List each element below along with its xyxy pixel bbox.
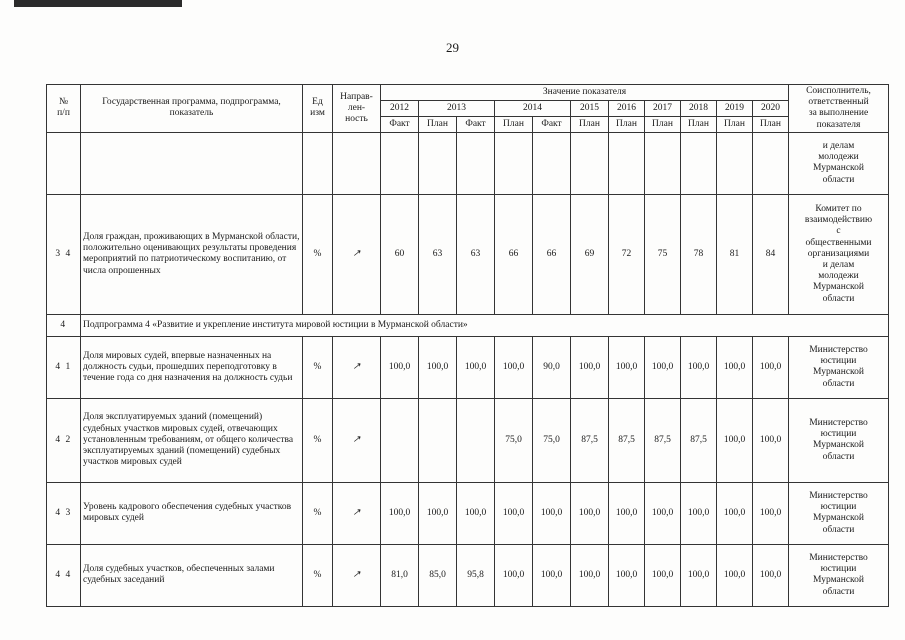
- responsible-line: области: [822, 174, 855, 185]
- responsible-line: области: [822, 451, 855, 462]
- row-responsible: [789, 336, 889, 398]
- row-num: 4 1: [47, 336, 81, 398]
- responsible-line: Мурманской: [813, 367, 864, 378]
- responsible-line: Мурманской: [813, 163, 864, 174]
- header-direction-line3: ность: [345, 114, 368, 124]
- header-num: [47, 85, 81, 133]
- row-value-10: [753, 132, 789, 194]
- row-value-8: 87,5: [681, 398, 717, 482]
- row-num: 4 3: [47, 482, 81, 544]
- header-year-2016: 2016: [609, 100, 645, 116]
- header-sub-2: Факт: [457, 116, 495, 132]
- responsible-line: общественными: [805, 237, 872, 248]
- row-value-0: 60: [381, 194, 419, 314]
- responsible-line: Министерство: [809, 490, 868, 501]
- header-year-2018: 2018: [681, 100, 717, 116]
- row-value-0: 81,0: [381, 544, 419, 606]
- row-value-0: [381, 132, 419, 194]
- responsible-line: Мурманской: [813, 513, 864, 524]
- responsible-line: молодежи: [818, 152, 859, 163]
- table-row: [47, 544, 889, 606]
- row-value-6: 100,0: [609, 336, 645, 398]
- responsible-line: молодежи: [818, 271, 859, 282]
- row-value-10: 100,0: [753, 336, 789, 398]
- row-value-5: 100,0: [571, 482, 609, 544]
- row-value-1: 100,0: [419, 482, 457, 544]
- header-responsible-line2: ответственный: [808, 97, 869, 108]
- header-responsible: [789, 85, 889, 133]
- row-value-7: 100,0: [645, 482, 681, 544]
- row-value-6: 100,0: [609, 544, 645, 606]
- row-description: Доля судебных участков, обеспеченных залами судебных заседаний: [81, 544, 303, 606]
- row-direction: ↗: [333, 398, 381, 482]
- header-unit-line1: Ед: [312, 97, 323, 108]
- header-program: [81, 85, 303, 133]
- table-row: [47, 194, 889, 314]
- responsible-line: области: [822, 378, 855, 389]
- header-sub-8: План: [681, 116, 717, 132]
- responsible-line: области: [822, 293, 855, 304]
- row-value-7: 100,0: [645, 544, 681, 606]
- header-year-2013: 2013: [419, 100, 495, 116]
- row-num: 4 4: [47, 544, 81, 606]
- responsible-line: Министерство: [809, 417, 868, 428]
- row-value-1: 85,0: [419, 544, 457, 606]
- row-description: [81, 132, 303, 194]
- row-value-6: 87,5: [609, 398, 645, 482]
- header-direction-line2: лен-: [347, 102, 366, 113]
- header-sub-5: План: [571, 116, 609, 132]
- header-value-group: Значение показателя: [381, 85, 789, 101]
- row-value-1: 100,0: [419, 336, 457, 398]
- responsible-line: организациями: [807, 248, 870, 259]
- row-unit: %: [303, 336, 333, 398]
- row-num: [47, 132, 81, 194]
- table-row: [47, 336, 889, 398]
- row-value-2: 100,0: [457, 336, 495, 398]
- row-value-8: 100,0: [681, 544, 717, 606]
- header-direction: [333, 85, 381, 133]
- responsible-line: Министерство: [809, 344, 868, 355]
- responsible-line: взаимодействию: [804, 215, 873, 226]
- header-year-2017: 2017: [645, 100, 681, 116]
- row-value-2: [457, 398, 495, 482]
- row-value-8: 100,0: [681, 336, 717, 398]
- page-number: 29: [446, 40, 459, 55]
- row-value-2: 95,8: [457, 544, 495, 606]
- row-description: Уровень кадрового обеспечения судебных участков мировых судей: [81, 482, 303, 544]
- scan-artifact: [14, 0, 182, 7]
- row-value-10: 100,0: [753, 398, 789, 482]
- responsible-line: с: [836, 226, 841, 237]
- responsible-line: юстиции: [820, 502, 857, 513]
- row-value-10: 100,0: [753, 482, 789, 544]
- header-unit-line2: изм: [310, 108, 325, 119]
- row-responsible: [789, 132, 889, 194]
- row-value-2: [457, 132, 495, 194]
- row-value-3: [495, 132, 533, 194]
- table-row: [47, 482, 889, 544]
- row-value-9: 81: [717, 194, 753, 314]
- row-responsible: [789, 194, 889, 314]
- row-description: Доля мировых судей, впервые назначенных на должность судьи, прошедших переподготовку в течение года со дня назначения на должность судьи: [81, 336, 303, 398]
- table-row: [47, 132, 889, 194]
- row-value-7: 87,5: [645, 398, 681, 482]
- row-unit: %: [303, 194, 333, 314]
- row-description: Доля эксплуатируемых зданий (помещений) судебных участков мировых судей, отвечающих установленным требованиям, от общего количества эксплуатируемых зданий (помещений) судебных участков мировых судей: [81, 398, 303, 482]
- row-value-5: 100,0: [571, 336, 609, 398]
- responsible-line: Министерство: [809, 552, 868, 563]
- row-value-7: 100,0: [645, 336, 681, 398]
- row-value-4: 75,0: [533, 398, 571, 482]
- row-unit: %: [303, 482, 333, 544]
- header-responsible-line3: за выполнение: [808, 108, 869, 119]
- responsible-line: и делам: [822, 140, 855, 151]
- header-sub-0: Факт: [381, 116, 419, 132]
- row-unit: [303, 132, 333, 194]
- row-unit: %: [303, 544, 333, 606]
- row-value-9: 100,0: [717, 398, 753, 482]
- table-row: [47, 398, 889, 482]
- row-value-9: 100,0: [717, 544, 753, 606]
- row-responsible: [789, 544, 889, 606]
- row-responsible: [789, 398, 889, 482]
- row-value-5: 87,5: [571, 398, 609, 482]
- row-value-6: [609, 132, 645, 194]
- row-description: Доля граждан, проживающих в Мурманской области, положительно оценивающих результаты проведения мероприятий по патриотическому воспитанию, от числа опрошенных: [81, 194, 303, 314]
- responsible-line: Комитет по: [815, 203, 862, 214]
- header-sub-6: План: [609, 116, 645, 132]
- row-value-3: 100,0: [495, 482, 533, 544]
- row-value-5: 69: [571, 194, 609, 314]
- row-value-8: 100,0: [681, 482, 717, 544]
- responsible-line: и делам: [822, 259, 855, 270]
- header-program-line2: показатель: [169, 108, 214, 119]
- subprogram-title: Подпрограмма 4 «Развитие и укрепление института мировой юстиции в Мурманской области»: [81, 314, 889, 336]
- responsible-line: юстиции: [820, 429, 857, 440]
- row-value-8: 78: [681, 194, 717, 314]
- row-value-4: [533, 132, 571, 194]
- row-value-4: 100,0: [533, 482, 571, 544]
- responsible-line: Мурманской: [813, 282, 864, 293]
- row-value-8: [681, 132, 717, 194]
- header-responsible-line1: Соисполнитель,: [806, 86, 871, 96]
- row-unit: %: [303, 398, 333, 482]
- table-row-subprogram: [47, 314, 889, 336]
- row-value-4: 100,0: [533, 544, 571, 606]
- header-num-line1: №: [58, 97, 69, 108]
- row-direction: [333, 132, 381, 194]
- row-value-6: 72: [609, 194, 645, 314]
- header-program-line1: Государственная программа, подпрограмма,: [102, 97, 281, 108]
- row-value-1: [419, 132, 457, 194]
- row-value-0: 100,0: [381, 482, 419, 544]
- row-value-0: [381, 398, 419, 482]
- row-direction: ↗: [333, 482, 381, 544]
- row-value-10: 100,0: [753, 544, 789, 606]
- row-num: 4: [47, 314, 81, 336]
- header-sub-1: План: [419, 116, 457, 132]
- header-year-2014: 2014: [495, 100, 571, 116]
- row-value-9: 100,0: [717, 336, 753, 398]
- row-value-9: [717, 132, 753, 194]
- row-responsible: [789, 482, 889, 544]
- header-sub-4: Факт: [533, 116, 571, 132]
- header-sub-9: План: [717, 116, 753, 132]
- row-num: 3 4: [47, 194, 81, 314]
- row-value-2: 100,0: [457, 482, 495, 544]
- row-value-4: 90,0: [533, 336, 571, 398]
- row-value-7: [645, 132, 681, 194]
- row-value-0: 100,0: [381, 336, 419, 398]
- responsible-line: области: [822, 524, 855, 535]
- row-num: 4 2: [47, 398, 81, 482]
- row-value-5: [571, 132, 609, 194]
- row-value-1: [419, 398, 457, 482]
- row-value-7: 75: [645, 194, 681, 314]
- header-num-line2: п/п: [57, 108, 70, 119]
- row-value-3: 66: [495, 194, 533, 314]
- responsible-line: Мурманской: [813, 440, 864, 451]
- row-direction: ↗: [333, 336, 381, 398]
- header-sub-7: План: [645, 116, 681, 132]
- row-value-10: 84: [753, 194, 789, 314]
- header-year-2015: 2015: [571, 100, 609, 116]
- header-unit: [303, 85, 333, 133]
- header-year-2012: 2012: [381, 100, 419, 116]
- row-value-2: 63: [457, 194, 495, 314]
- header-year-2020: 2020: [753, 100, 789, 116]
- row-value-9: 100,0: [717, 482, 753, 544]
- responsible-line: юстиции: [820, 356, 857, 367]
- row-value-4: 66: [533, 194, 571, 314]
- responsible-line: юстиции: [820, 564, 857, 575]
- row-direction: ↗: [333, 544, 381, 606]
- header-year-2019: 2019: [717, 100, 753, 116]
- row-value-3: 100,0: [495, 544, 533, 606]
- header-sub-10: План: [753, 116, 789, 132]
- row-value-1: 63: [419, 194, 457, 314]
- row-value-6: 100,0: [609, 482, 645, 544]
- row-direction: ↗: [333, 194, 381, 314]
- responsible-line: области: [822, 586, 855, 597]
- row-value-3: 75,0: [495, 398, 533, 482]
- header-sub-3: План: [495, 116, 533, 132]
- header-responsible-line4: показателя: [816, 119, 861, 130]
- indicators-table-wrapper: [46, 84, 873, 607]
- indicators-table: [46, 84, 889, 607]
- row-value-3: 100,0: [495, 336, 533, 398]
- responsible-line: Мурманской: [813, 575, 864, 586]
- table-header-row-1: [47, 85, 889, 101]
- row-value-5: 100,0: [571, 544, 609, 606]
- header-direction-line1: Направ-: [340, 91, 373, 102]
